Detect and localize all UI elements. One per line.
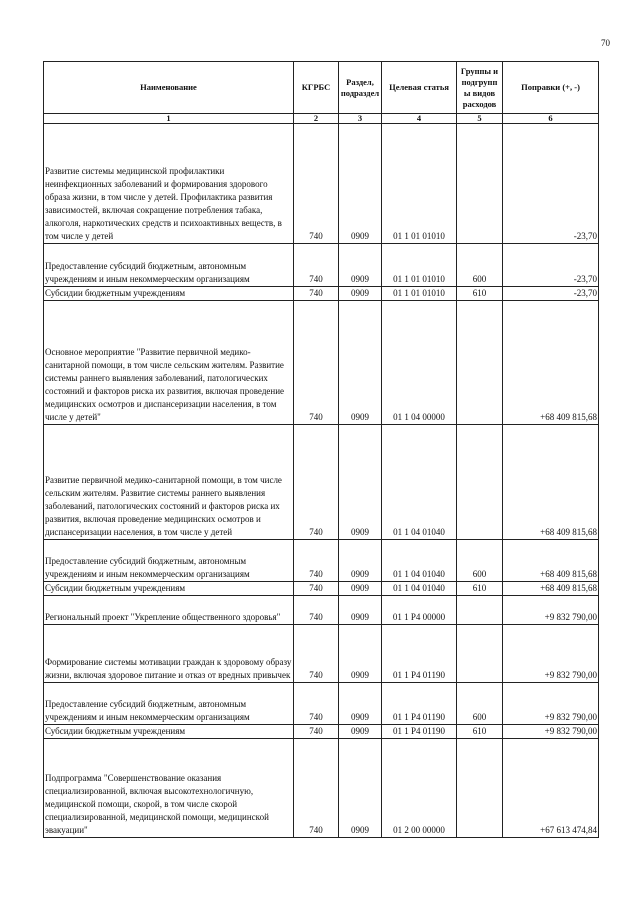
row-group: 610: [457, 725, 503, 739]
row-amount: +9 832 790,00: [503, 625, 599, 683]
table-row: [44, 739, 599, 838]
row-section: 0909: [339, 625, 382, 683]
row-kgrbs: 740: [294, 739, 339, 838]
row-name: Региональный проект "Укрепление общественного здоровья": [44, 596, 294, 625]
row-kgrbs: 740: [294, 582, 339, 596]
row-amount: +68 409 815,68: [503, 540, 599, 582]
row-amount: +68 409 815,68: [503, 582, 599, 596]
row-name: Субсидии бюджетным учреждениям: [44, 725, 294, 739]
row-amount: -23,70: [503, 287, 599, 301]
table-row: [44, 625, 599, 683]
table-row: [44, 425, 599, 540]
row-name: Развитие системы медицинской профилактики неинфекционных заболеваний и формирования здорового образа жизни, в том числе у детей. Профилактика развития зависимостей, включая сокращение потребления табака, алкоголя, наркотических средств и психоактивных веществ, в том числе у детей: [44, 124, 294, 244]
row-target: 01 1 04 01040: [382, 425, 457, 540]
row-amount: -23,70: [503, 124, 599, 244]
header-section: Раздел, подраздел: [339, 62, 382, 114]
column-number: 6: [503, 114, 599, 124]
row-amount: +9 832 790,00: [503, 725, 599, 739]
table-row: [44, 540, 599, 582]
header-groups: Группы и подгрупп ы видов расходов: [457, 62, 503, 114]
row-kgrbs: 740: [294, 287, 339, 301]
table-row: [44, 301, 599, 425]
row-kgrbs: 740: [294, 244, 339, 287]
row-group: [457, 425, 503, 540]
row-group: [457, 739, 503, 838]
row-amount: +67 613 474,84: [503, 739, 599, 838]
row-name: Формирование системы мотивации граждан к здоровому образу жизни, включая здоровое питание и отказ от вредных привычек: [44, 625, 294, 683]
row-target: 01 1 01 01010: [382, 287, 457, 301]
row-amount: +9 832 790,00: [503, 683, 599, 725]
row-target: 01 1 01 01010: [382, 124, 457, 244]
row-section: 0909: [339, 244, 382, 287]
row-group: 610: [457, 287, 503, 301]
row-amount: +68 409 815,68: [503, 301, 599, 425]
row-target: 01 1 01 01010: [382, 244, 457, 287]
row-target: 01 1 04 01040: [382, 540, 457, 582]
row-kgrbs: 740: [294, 301, 339, 425]
table-row: [44, 683, 599, 725]
column-number: 3: [339, 114, 382, 124]
row-amount: -23,70: [503, 244, 599, 287]
row-group: [457, 124, 503, 244]
row-name: Развитие первичной медико-санитарной помощи, в том числе сельским жителям. Развитие системы раннего выявления заболеваний, патологических состояний и факторов риска их развития, включая проведение медицинских осмотров и диспансеризации населения, в том числе у детей: [44, 425, 294, 540]
row-section: 0909: [339, 425, 382, 540]
row-target: 01 2 00 00000: [382, 739, 457, 838]
row-group: 600: [457, 683, 503, 725]
row-group: 610: [457, 582, 503, 596]
table-row: [44, 582, 599, 596]
row-name: Подпрограмма "Совершенствование оказания специализированной, включая высокотехнологичную, медицинской помощи, скорой, в том числе скорой специализированной, медицинской помощи, медицинской эвакуации": [44, 739, 294, 838]
row-kgrbs: 740: [294, 425, 339, 540]
table-row: [44, 124, 599, 244]
row-name: Субсидии бюджетным учреждениям: [44, 287, 294, 301]
row-kgrbs: 740: [294, 124, 339, 244]
row-name: Предоставление субсидий бюджетным, автономным учреждениям и иным некоммерческим организациям: [44, 683, 294, 725]
header-target: Целевая статья: [382, 62, 457, 114]
row-name: Предоставление субсидий бюджетным, автономным учреждениям и иным некоммерческим организациям: [44, 540, 294, 582]
row-section: 0909: [339, 725, 382, 739]
row-amount: +68 409 815,68: [503, 425, 599, 540]
page-number: 70: [601, 38, 610, 48]
row-kgrbs: 740: [294, 625, 339, 683]
budget-amendments-table: [43, 61, 599, 838]
row-target: 01 1 P4 01190: [382, 725, 457, 739]
column-number: 2: [294, 114, 339, 124]
row-amount: +9 832 790,00: [503, 596, 599, 625]
row-name: Основное мероприятие "Развитие первичной медико-санитарной помощи, в том числе сельским жителям. Развитие системы раннего выявления заболеваний, патологических состояний и факторов риска их развития, включая проведение медицинских осмотров и диспансеризации населения, в том числе у детей": [44, 301, 294, 425]
row-section: 0909: [339, 301, 382, 425]
row-kgrbs: 740: [294, 725, 339, 739]
row-section: 0909: [339, 540, 382, 582]
row-group: [457, 596, 503, 625]
row-group: 600: [457, 540, 503, 582]
row-group: [457, 301, 503, 425]
row-group: [457, 625, 503, 683]
row-target: 01 1 04 01040: [382, 582, 457, 596]
row-section: 0909: [339, 582, 382, 596]
row-section: 0909: [339, 739, 382, 838]
table-row: [44, 725, 599, 739]
row-section: 0909: [339, 683, 382, 725]
column-number: 1: [44, 114, 294, 124]
row-target: 01 1 P4 01190: [382, 625, 457, 683]
row-kgrbs: 740: [294, 540, 339, 582]
table-row: [44, 596, 599, 625]
column-number: 5: [457, 114, 503, 124]
header-amendments: Поправки (+, -): [503, 62, 599, 114]
header-kgrbs: КГРБС: [294, 62, 339, 114]
row-kgrbs: 740: [294, 596, 339, 625]
column-number: 4: [382, 114, 457, 124]
row-target: 01 1 04 00000: [382, 301, 457, 425]
row-section: 0909: [339, 287, 382, 301]
row-target: 01 1 P4 00000: [382, 596, 457, 625]
row-group: 600: [457, 244, 503, 287]
row-name: Субсидии бюджетным учреждениям: [44, 582, 294, 596]
header-name: Наименование: [44, 62, 294, 114]
row-section: 0909: [339, 124, 382, 244]
row-kgrbs: 740: [294, 683, 339, 725]
row-section: 0909: [339, 596, 382, 625]
row-name: Предоставление субсидий бюджетным, автономным учреждениям и иным некоммерческим организациям: [44, 244, 294, 287]
table-row: [44, 244, 599, 287]
row-target: 01 1 P4 01190: [382, 683, 457, 725]
table-row: [44, 287, 599, 301]
